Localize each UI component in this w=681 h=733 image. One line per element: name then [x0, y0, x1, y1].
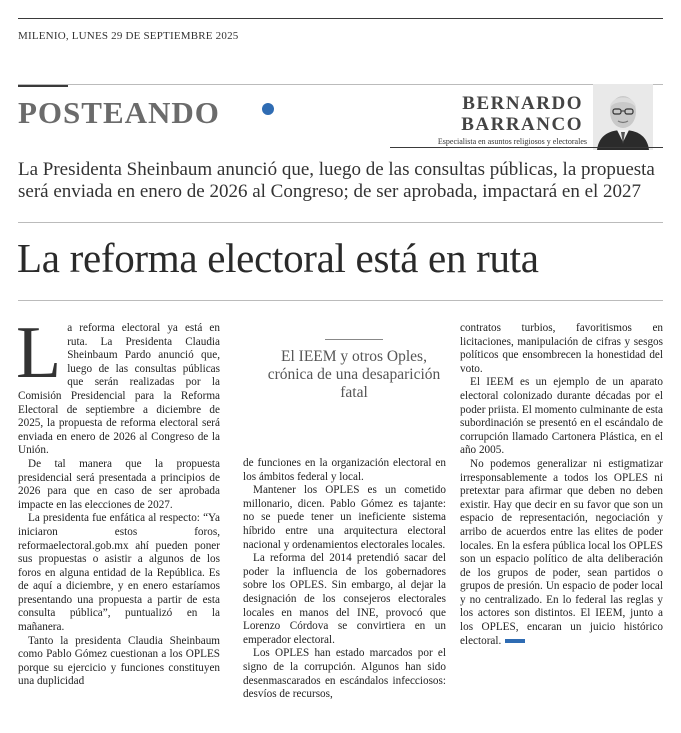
author-description: Especialista en asuntos religiosos y electorales	[437, 137, 587, 146]
author-rule	[390, 147, 663, 148]
article-paragraph: de funciones en la organización electoral en los ámbitos federal y local.	[243, 457, 446, 483]
author-first-name: BERNARDO	[462, 93, 583, 114]
author-name	[461, 93, 583, 135]
paragraph-text: a reforma electoral ya está en ruta. La Presidenta Claudia Sheinbaum Pardo anunció que, luego de las consultas públicas que serán realizadas por la Comisión Presidencial para la Reforma Electoral de septiembre a diciembre de 2025, la propuesta de reforma electoral será enviada en enero de 2026 al Congreso de la Unión.	[18, 322, 220, 457]
headline-rule	[18, 300, 663, 301]
dateline: MILENIO, LUNES 29 DE SEPTIEMBRE 2025	[18, 30, 239, 42]
drop-cap: L	[16, 312, 62, 394]
article-paragraph: La presidenta fue enfática al respecto: “Ya iniciaron estos foros, reformaelectoral.gob.mx ahí pueden poner sus propuestas o asistir a algunos de los foros en alguna entidad de la República. Es de aquí a diciembre, y en enero estaríamos presentando una propuesta a partir de esta consulta pública”, puntualizó en la mañanera.	[18, 512, 220, 634]
section-title: POSTEANDO	[18, 95, 220, 130]
article-paragraph	[16, 312, 220, 458]
pullquote: El IEEM y otros Oples, crónica de una desaparición fatal	[267, 348, 441, 401]
article-column-3	[460, 322, 663, 648]
article-paragraph: Mantener los OPLES es un cometido millonario, dicen. Pablo Gómez es tajante: no se puede tener un ineficiente sistema híbrido entre una arquitectura electoral nacional y ordenamientos electorales locales.	[243, 484, 446, 551]
article-paragraph: El IEEM es un ejemplo de un aparato electoral colonizado durante décadas por el poder priista. El momento culminante de esta subordinación se presentó en el escándalo de corrupción llamado Cartonera Plástica, en el año 2005.	[460, 376, 663, 457]
article-column-1	[16, 312, 220, 689]
subheadline: La Presidenta Sheinbaum anunció que, luego de las consultas públicas, la propuesta será enviada en enero de 2026 al Congreso; de ser aprobada, impactará en el 2027	[18, 159, 655, 202]
end-mark-icon	[505, 639, 525, 643]
article-paragraph: Tanto la presidenta Claudia Sheinbaum como Pablo Gómez cuestionan a los OPLES porque su ejercicio y funciones constituyen una duplicidad	[18, 634, 220, 688]
article-paragraph	[460, 458, 663, 648]
article-paragraph: La reforma del 2014 pretendió sacar del poder la influencia de los gobernadores sobre los OPLES. Sin embargo, al dejar la designación de los consejeros electorales locales en manos del INE, provocó que Lorenzo Córdova se convirtiera en un emperador electoral.	[243, 552, 446, 646]
subhead-rule	[18, 222, 663, 223]
section-thin-rule	[18, 84, 663, 85]
section-dot-icon	[262, 103, 274, 115]
article-column-2	[243, 457, 446, 702]
headline: La reforma electoral está en ruta	[17, 235, 539, 281]
author-portrait-icon	[593, 84, 653, 150]
article-paragraph: De tal manera que la propuesta presidencial será presentada a principios de 2026 para que en caso de ser aprobada impacte en las elecciones de 2027.	[18, 457, 220, 511]
paragraph-text: No podemos generalizar ni estigmatizar irresponsablemente a todos los OPLES ni pretextar para afirmar que deben no deben existir. Hay que decir en su favor que son un espacio de representación, negociación y arribo de acuerdos entre las elites de poder locales. En la esfera pública local los OPLES son un espacio político de alta deliberación de los grupos de poder, sean partidos o grupos de presión. Un espacio de poder local y no centralizado. En lo federal las reglas y los actores son distintos. El IEEM, junto a los OPLES, encaran un juicio histórico electoral.	[460, 457, 663, 647]
pullquote-rule	[325, 339, 383, 340]
article-paragraph: contratos turbios, favoritismos en licitaciones, manipulación de cifras y sesgos políticos que ensombrecen la honestidad del voto.	[460, 322, 663, 375]
author-last-name: BARRANCO	[461, 114, 583, 135]
article-paragraph: Los OPLES han estado marcados por el signo de la corrupción. Algunos han sido desenmascarados en escándalos infecciosos: desvíos de recursos,	[243, 647, 446, 701]
top-rule	[18, 18, 663, 19]
